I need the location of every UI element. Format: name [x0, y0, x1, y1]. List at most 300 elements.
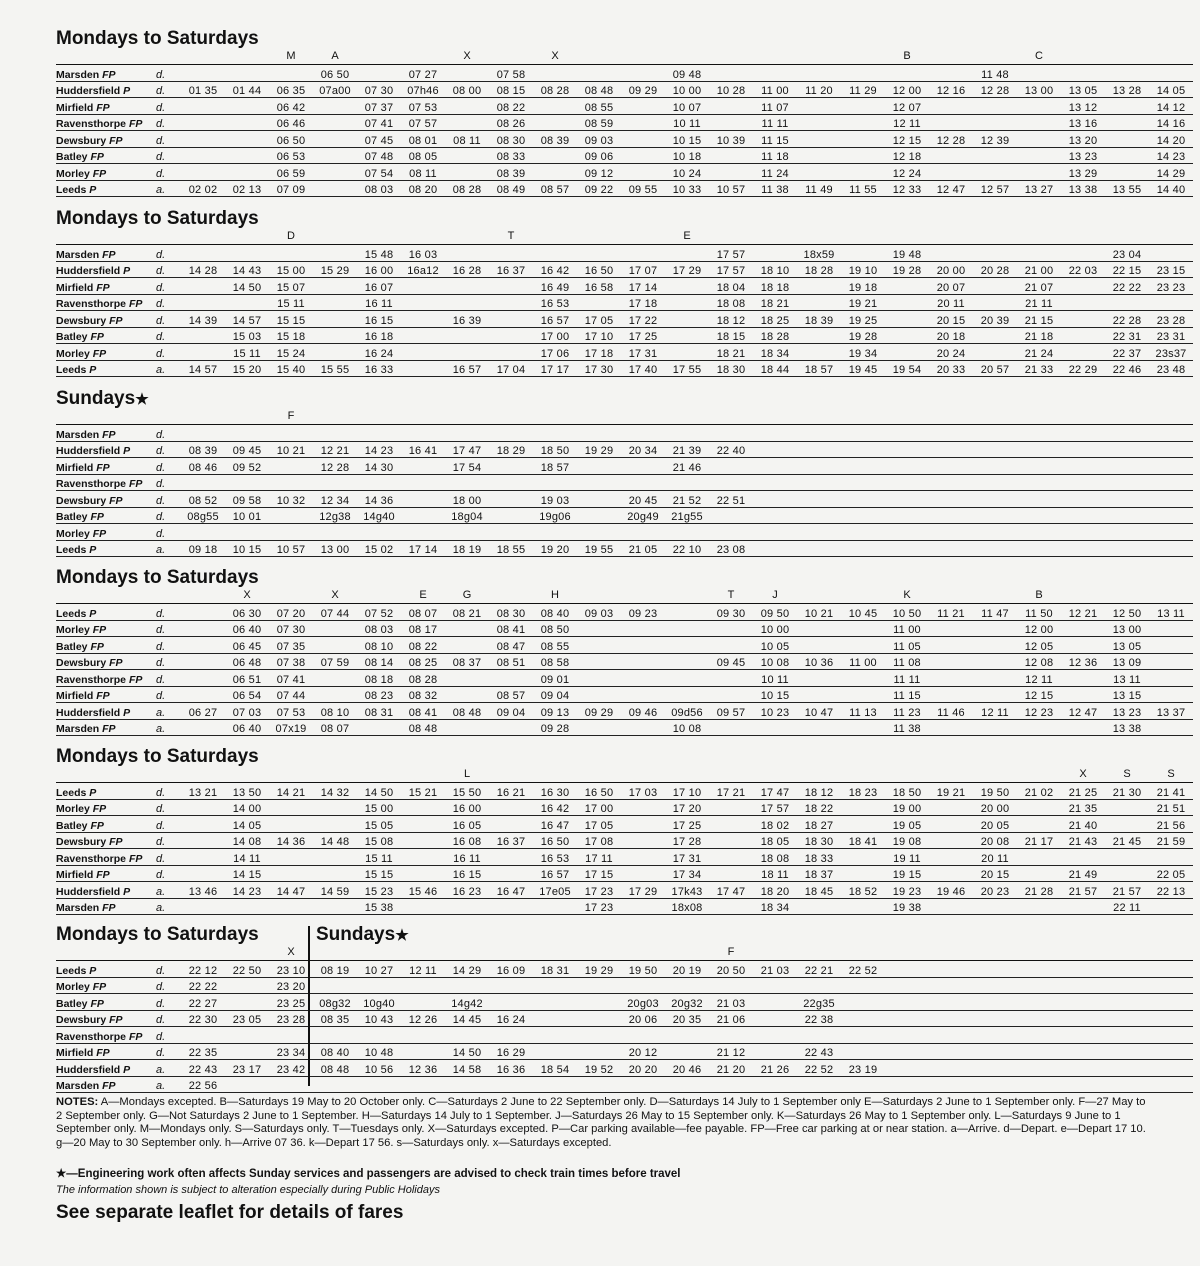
time-cell: 06 40	[225, 719, 269, 736]
time-cell: 08 11	[401, 164, 445, 181]
time-cell	[1017, 977, 1061, 994]
time-cell: 18 02	[753, 816, 797, 833]
time-cell: 15 50	[445, 783, 489, 800]
time-cell: 21 43	[1061, 832, 1105, 849]
time-cell	[709, 670, 753, 687]
section-title-text: Mondays to Saturdays	[56, 746, 259, 767]
station-name	[56, 604, 156, 621]
time-cell	[1105, 507, 1149, 524]
time-cell: 12 26	[401, 1010, 445, 1027]
time-cell	[533, 1010, 577, 1027]
time-cell: 22 43	[181, 1060, 225, 1077]
service-code: C	[1035, 50, 1043, 62]
time-cell	[577, 653, 621, 670]
time-cell: 18 45	[797, 882, 841, 899]
time-cell: 18 57	[797, 360, 841, 377]
time-cell	[1061, 425, 1105, 442]
time-cell: 07 20	[269, 604, 313, 621]
station-row	[56, 637, 1193, 654]
time-cell: 17 00	[577, 799, 621, 816]
station-tag: FP	[128, 1030, 143, 1043]
time-cell: 07 58	[489, 65, 533, 82]
time-cell: 17 07	[621, 261, 665, 278]
time-cell: 14g40	[357, 507, 401, 524]
section-title	[56, 28, 1193, 50]
station-label: Leeds	[56, 786, 90, 799]
time-cell: 19 28	[841, 327, 885, 344]
time-cell: 22 30	[181, 1010, 225, 1027]
time-cell	[1149, 540, 1193, 557]
time-cell	[841, 425, 885, 442]
time-cell: 17 21	[709, 783, 753, 800]
station-name	[56, 816, 156, 833]
time-cell: 08g32	[313, 994, 357, 1011]
time-cell	[445, 327, 489, 344]
time-cell	[753, 425, 797, 442]
time-cell: 06 42	[269, 98, 313, 115]
time-cell	[665, 653, 709, 670]
station-name	[56, 65, 156, 82]
time-cell	[621, 799, 665, 816]
time-cell: 08 19	[313, 961, 357, 978]
time-cell: 22 12	[181, 961, 225, 978]
time-cell	[181, 294, 225, 311]
station-row	[56, 832, 1193, 849]
time-cell: 07 30	[357, 81, 401, 98]
time-cell: 12 11	[1017, 670, 1061, 687]
time-cell	[841, 458, 885, 475]
section-title	[56, 208, 1193, 230]
station-name	[56, 114, 156, 131]
time-cell: 07h46	[401, 81, 445, 98]
station-name	[56, 311, 156, 328]
time-cell: 15 00	[269, 261, 313, 278]
time-cell	[269, 245, 313, 262]
time-cell	[665, 686, 709, 703]
service-code: X	[243, 589, 251, 601]
service-code: L	[463, 768, 471, 780]
time-cell	[489, 474, 533, 491]
time-cell	[1149, 977, 1193, 994]
time-cell	[533, 147, 577, 164]
section-mon-sat-4	[56, 746, 1193, 915]
station-row	[56, 98, 1193, 115]
time-cell	[1061, 540, 1105, 557]
station-tag: FP	[92, 167, 107, 180]
time-cell: 18 37	[797, 865, 841, 882]
service-code: J	[772, 589, 778, 601]
time-cell	[1105, 994, 1149, 1011]
time-cell	[929, 507, 973, 524]
time-cell	[973, 245, 1017, 262]
station-label: Morley	[56, 624, 93, 636]
time-cell: 19 48	[885, 245, 929, 262]
time-cell	[929, 245, 973, 262]
time-cell	[1149, 458, 1193, 475]
time-cell: 23 31	[1149, 327, 1193, 344]
time-cell: 21 41	[1149, 783, 1193, 800]
time-cell: 15 11	[357, 849, 401, 866]
time-cell	[973, 670, 1017, 687]
time-cell: 17 05	[577, 816, 621, 833]
time-cell: 23 10	[269, 961, 313, 978]
time-cell: 20 08	[973, 832, 1017, 849]
time-cell: 22 29	[1061, 360, 1105, 377]
time-cell: 18 57	[533, 458, 577, 475]
time-cell	[489, 491, 533, 508]
time-cell	[709, 816, 753, 833]
time-cell	[973, 1076, 1017, 1093]
time-cell: 08 05	[401, 147, 445, 164]
service-codes-row	[56, 946, 1193, 960]
time-cell: 16 42	[533, 261, 577, 278]
time-cell: 10 23	[753, 703, 797, 720]
service-code: E	[419, 589, 427, 601]
time-cell	[797, 540, 841, 557]
time-cell: 10 15	[225, 540, 269, 557]
time-cell: 16 24	[357, 344, 401, 361]
time-cell: 22 22	[181, 977, 225, 994]
time-cell: 13 21	[181, 783, 225, 800]
arrive-depart: a.	[156, 703, 181, 720]
time-cell: 17 47	[753, 783, 797, 800]
time-cell	[665, 1043, 709, 1060]
time-cell: 15 40	[269, 360, 313, 377]
time-cell	[489, 799, 533, 816]
time-cell: 08 58	[533, 653, 577, 670]
station-row	[56, 245, 1193, 262]
time-cell: 16 57	[533, 865, 577, 882]
service-code: G	[462, 589, 472, 601]
time-cell	[841, 977, 885, 994]
time-cell	[1017, 898, 1061, 915]
time-cell: 22 21	[797, 961, 841, 978]
time-cell: 13 23	[1105, 703, 1149, 720]
time-cell	[797, 670, 841, 687]
time-cell	[797, 65, 841, 82]
section-title-text: Mondays to Saturdays	[56, 567, 259, 588]
time-cell: 21 35	[1061, 799, 1105, 816]
time-cell	[885, 1043, 929, 1060]
time-cell: 13 11	[1149, 604, 1193, 621]
time-cell: 13 16	[1061, 114, 1105, 131]
time-cell: 10 43	[357, 1010, 401, 1027]
time-cell: 12 21	[1061, 604, 1105, 621]
time-cell	[797, 114, 841, 131]
arrive-depart: d.	[156, 637, 181, 654]
time-cell	[665, 278, 709, 295]
time-cell	[357, 474, 401, 491]
station-row	[56, 849, 1193, 866]
time-cell	[181, 131, 225, 148]
time-cell: 16 47	[489, 882, 533, 899]
time-cell	[1017, 131, 1061, 148]
time-cell	[489, 719, 533, 736]
time-cell	[1105, 164, 1149, 181]
time-cell	[973, 653, 1017, 670]
time-cell	[401, 474, 445, 491]
time-cell	[269, 898, 313, 915]
section-title-text: Mondays to Saturdays	[56, 208, 259, 229]
station-label: Leeds	[56, 607, 90, 620]
time-cell	[225, 994, 269, 1011]
time-cell	[753, 507, 797, 524]
station-row	[56, 620, 1193, 637]
time-cell	[1061, 977, 1105, 994]
time-cell: 11 20	[797, 81, 841, 98]
station-label: Mirfield	[56, 869, 97, 881]
arrive-depart: a.	[156, 540, 181, 557]
time-cell: 11 24	[753, 164, 797, 181]
section-title	[56, 746, 1193, 768]
time-cell: 10g40	[357, 994, 401, 1011]
station-name	[56, 131, 156, 148]
time-cell	[1017, 458, 1061, 475]
time-cell: 20 20	[621, 1060, 665, 1077]
station-row	[56, 882, 1193, 899]
station-tag: FP	[90, 151, 104, 163]
time-cell: 07 53	[269, 703, 313, 720]
time-cell	[797, 637, 841, 654]
time-cell	[533, 524, 577, 541]
time-cell: 16 00	[357, 261, 401, 278]
time-cell	[929, 961, 973, 978]
time-cell	[1017, 1060, 1061, 1077]
time-cell: 18 08	[709, 294, 753, 311]
arrive-depart: d.	[156, 832, 181, 849]
time-cell	[797, 425, 841, 442]
time-cell	[357, 1076, 401, 1093]
time-cell	[577, 637, 621, 654]
time-cell: 18 39	[797, 311, 841, 328]
time-cell: 16 11	[357, 294, 401, 311]
time-cell: 15 11	[269, 294, 313, 311]
time-cell: 18 19	[445, 540, 489, 557]
time-cell: 14 50	[357, 783, 401, 800]
time-cell	[533, 474, 577, 491]
arrive-depart: d.	[156, 670, 181, 687]
station-tag: FP	[109, 314, 123, 327]
time-cell	[797, 278, 841, 295]
time-cell: 12g38	[313, 507, 357, 524]
time-cell: 09 58	[225, 491, 269, 508]
time-cell: 18 08	[753, 849, 797, 866]
time-cell	[841, 1076, 885, 1093]
time-cell	[973, 98, 1017, 115]
time-cell: 22 35	[181, 1043, 225, 1060]
time-cell: 17 29	[665, 261, 709, 278]
time-cell	[1017, 816, 1061, 833]
time-cell: 09 45	[225, 441, 269, 458]
station-label: Marsden	[56, 902, 103, 914]
time-cell: 11 15	[753, 131, 797, 148]
time-cell	[445, 1076, 489, 1093]
time-cell	[665, 294, 709, 311]
time-cell: 18 27	[797, 816, 841, 833]
time-cell	[401, 327, 445, 344]
time-cell: 07 38	[269, 653, 313, 670]
section-title-text: Mondays to Saturdays	[56, 28, 259, 49]
time-cell: 06 27	[181, 703, 225, 720]
time-cell	[621, 524, 665, 541]
time-cell	[1017, 114, 1061, 131]
time-cell	[225, 977, 269, 994]
station-label: Leeds	[56, 544, 90, 556]
time-cell: 16 24	[489, 1010, 533, 1027]
arrive-depart: d.	[156, 620, 181, 637]
time-cell	[797, 491, 841, 508]
time-cell	[1061, 474, 1105, 491]
time-cell: 07 03	[225, 703, 269, 720]
time-cell	[885, 1076, 929, 1093]
time-cell	[1017, 524, 1061, 541]
service-code: X	[1079, 768, 1087, 780]
time-cell: 08 26	[489, 114, 533, 131]
time-cell	[489, 994, 533, 1011]
time-cell: 20 12	[621, 1043, 665, 1060]
time-cell	[577, 491, 621, 508]
arrive-depart: d.	[156, 245, 181, 262]
time-cell: 12 57	[973, 180, 1017, 197]
time-cell	[313, 620, 357, 637]
time-cell: 21 05	[621, 540, 665, 557]
time-cell	[797, 474, 841, 491]
time-cell: 20 11	[929, 294, 973, 311]
time-cell: 10 01	[225, 507, 269, 524]
time-cell	[929, 799, 973, 816]
time-cell: 09d56	[665, 703, 709, 720]
time-cell: 22 51	[709, 491, 753, 508]
engineering-note: ★—Engineering work often affects Sunday services and passengers are advised to check train times before travel	[56, 1168, 681, 1180]
time-cell	[841, 1010, 885, 1027]
time-cell	[181, 719, 225, 736]
time-cell: 18 28	[753, 327, 797, 344]
station-tag: FP	[96, 101, 110, 114]
station-tag: FP	[92, 347, 107, 360]
time-cell	[401, 865, 445, 882]
station-row	[56, 703, 1193, 720]
time-cell	[577, 1010, 621, 1027]
time-cell	[313, 147, 357, 164]
time-cell: 17 31	[665, 849, 709, 866]
time-cell	[401, 344, 445, 361]
station-row	[56, 524, 1193, 541]
time-cell	[577, 977, 621, 994]
time-cell	[401, 994, 445, 1011]
time-cell: 10 27	[357, 961, 401, 978]
time-cell	[225, 1076, 269, 1093]
time-cell: 17 47	[445, 441, 489, 458]
time-cell	[929, 898, 973, 915]
time-cell: 17 03	[621, 783, 665, 800]
time-cell	[753, 474, 797, 491]
service-code: H	[551, 589, 559, 601]
time-cell	[1105, 147, 1149, 164]
time-cell	[181, 653, 225, 670]
time-cell: 09 06	[577, 147, 621, 164]
time-cell: 20g03	[621, 994, 665, 1011]
time-cell	[929, 114, 973, 131]
station-row	[56, 261, 1193, 278]
time-cell	[313, 686, 357, 703]
station-row	[56, 783, 1193, 800]
time-cell	[973, 1060, 1017, 1077]
time-cell	[841, 474, 885, 491]
station-tag: FP	[96, 869, 110, 881]
alteration-note: The information shown is subject to alteration especially during Public Holidays	[56, 1184, 440, 1196]
time-cell	[709, 637, 753, 654]
time-cell	[973, 507, 1017, 524]
time-cell	[1105, 799, 1149, 816]
time-cell	[1061, 458, 1105, 475]
station-label: Dewsbury	[56, 657, 110, 669]
station-tag: FP	[109, 1014, 123, 1026]
time-cell	[445, 524, 489, 541]
station-tag: FP	[90, 640, 104, 653]
time-cell	[929, 425, 973, 442]
time-cell	[445, 719, 489, 736]
time-cell: 16 08	[445, 832, 489, 849]
station-label: Ravensthorpe	[56, 118, 129, 130]
time-cell	[357, 719, 401, 736]
time-cell: 08 01	[401, 131, 445, 148]
time-cell	[1061, 670, 1105, 687]
time-cell: 10 18	[665, 147, 709, 164]
time-cell: 11 00	[753, 81, 797, 98]
time-cell: 07a00	[313, 81, 357, 98]
station-tag: P	[123, 445, 131, 457]
time-cell: 09 04	[533, 686, 577, 703]
station-tag: P	[89, 607, 97, 620]
station-row	[56, 686, 1193, 703]
station-name	[56, 98, 156, 115]
time-cell: 18g04	[445, 507, 489, 524]
time-cell	[269, 865, 313, 882]
time-cell: 12 08	[1017, 653, 1061, 670]
time-cell: 21 00	[1017, 261, 1061, 278]
time-cell	[621, 114, 665, 131]
time-cell	[401, 832, 445, 849]
time-cell	[797, 327, 841, 344]
time-cell	[709, 832, 753, 849]
time-cell: 23 28	[269, 1010, 313, 1027]
time-cell	[181, 164, 225, 181]
time-cell: 19 50	[621, 961, 665, 978]
time-cell	[445, 294, 489, 311]
time-cell: 14 12	[1149, 98, 1193, 115]
time-cell	[709, 865, 753, 882]
time-cell: 14 47	[269, 882, 313, 899]
time-cell: 17 10	[665, 783, 709, 800]
time-cell: 18 52	[841, 882, 885, 899]
time-cell	[1061, 524, 1105, 541]
time-cell	[797, 686, 841, 703]
time-cell	[665, 245, 709, 262]
time-cell: 15 38	[357, 898, 401, 915]
time-cell: 06 53	[269, 147, 313, 164]
time-cell: 10 33	[665, 180, 709, 197]
time-cell: 12 34	[313, 491, 357, 508]
time-cell: 18 34	[753, 898, 797, 915]
time-cell: 10 15	[665, 131, 709, 148]
time-cell	[445, 686, 489, 703]
time-cell: 13 50	[225, 783, 269, 800]
time-cell	[313, 524, 357, 541]
time-cell	[1017, 474, 1061, 491]
time-cell	[621, 719, 665, 736]
time-cell	[1017, 719, 1061, 736]
time-cell	[577, 524, 621, 541]
